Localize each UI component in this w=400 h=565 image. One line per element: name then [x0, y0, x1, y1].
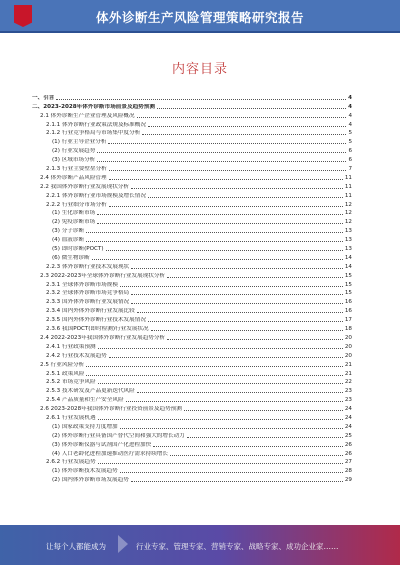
toc-entry[interactable]: [32, 101, 352, 110]
toc-entry[interactable]: [32, 252, 352, 261]
dot-leader: [98, 383, 343, 384]
toc-entry-page: 11: [344, 192, 352, 199]
dot-leader: [109, 357, 343, 358]
toc-entry[interactable]: [32, 234, 352, 243]
toc-entry[interactable]: [32, 208, 352, 217]
toc-entry-page: 5: [348, 139, 352, 146]
toc-entry[interactable]: [32, 243, 352, 252]
toc-entry-page: 17: [344, 317, 352, 324]
toc-entry-title: 2.3.3 国外体外诊断行业发展情况: [46, 299, 130, 306]
toc-entry[interactable]: [32, 172, 352, 181]
toc-entry-title: (2) 行业发展趋势: [52, 148, 96, 155]
dot-leader: [86, 241, 343, 242]
dot-leader: [106, 250, 343, 251]
toc-entry-title: (1) 生化诊断市场: [52, 210, 96, 217]
toc-entry[interactable]: [32, 225, 352, 234]
dot-leader: [131, 294, 343, 295]
dot-leader: [131, 268, 343, 269]
toc-entry-page: 7: [348, 166, 352, 173]
dot-leader: [131, 188, 343, 189]
toc-entry-page: 4: [348, 112, 352, 119]
toc-entry-page: 24: [344, 406, 352, 413]
dot-leader: [109, 170, 347, 171]
toc-entry-title: 2.3 2022-2023年全球体外诊断行业发展现状分析: [40, 272, 166, 279]
toc-entry[interactable]: [32, 439, 352, 448]
toc-entry[interactable]: [32, 181, 352, 190]
dot-leader: [120, 428, 343, 429]
dot-leader: [137, 392, 343, 393]
header-bar: [0, 0, 400, 33]
toc-entry[interactable]: [32, 323, 352, 332]
table-of-contents: [32, 92, 352, 483]
toc-entry-title: (1) 体外诊断技术发展趋势: [52, 468, 118, 475]
dot-leader: [137, 312, 343, 313]
toc-entry-page: 13: [344, 237, 352, 244]
toc-entry-title: 2.3.6 我国POCT(即时检测)行业发展状况: [46, 326, 149, 333]
toc-entry-page: 25: [344, 432, 352, 439]
toc-entry-page: 4: [348, 94, 352, 101]
arrow-right-icon: [118, 535, 128, 553]
toc-entry-title: (1) 国家政策支持力度增加: [52, 423, 118, 430]
toc-entry[interactable]: [32, 368, 352, 377]
toc-entry-title: 2.2.3 体外诊断行业技术发展现状: [46, 263, 130, 270]
toc-entry[interactable]: [32, 145, 352, 154]
toc-entry-title: 2.6.1 行业发展机遇: [46, 414, 96, 421]
toc-entry[interactable]: [32, 403, 352, 412]
toc-entry[interactable]: [32, 465, 352, 474]
toc-entry-title: (3) 区域市场分析: [52, 157, 96, 164]
toc-entry-page: 15: [344, 272, 352, 279]
dot-leader: [97, 214, 343, 215]
toc-entry[interactable]: [32, 119, 352, 128]
toc-entry-title: (6) 微生物诊断: [52, 254, 90, 261]
toc-entry[interactable]: [32, 261, 352, 270]
toc-entry-title: 2.3.1 全球体外诊断市场规模: [46, 281, 118, 288]
toc-entry-title: 2.5 行业风险分析: [40, 361, 85, 368]
toc-entry-title: 2.6 2023-2028年我国体外诊断行业投资前景及趋势预测: [40, 406, 182, 413]
toc-entry-page: 13: [344, 228, 352, 235]
toc-entry[interactable]: [32, 296, 352, 305]
toc-entry-page: 12: [344, 210, 352, 217]
dot-leader: [120, 472, 343, 473]
toc-entry-title: 2.2.2 行业细分市场分析: [46, 201, 107, 208]
dot-leader: [98, 463, 343, 464]
toc-entry-page: 15: [344, 281, 352, 288]
toc-entry-page: 12: [344, 219, 352, 226]
toc-entry[interactable]: [32, 341, 352, 350]
toc-entry[interactable]: [32, 394, 352, 403]
dot-leader: [86, 375, 342, 376]
dot-leader: [142, 134, 346, 135]
dot-leader: [86, 366, 343, 367]
toc-entry-page: 24: [344, 414, 352, 421]
toc-heading: 内容目录: [171, 62, 228, 77]
toc-entry[interactable]: [32, 359, 352, 368]
toc-entry-page: 14: [344, 254, 352, 261]
toc-entry-title: 2.5.3 技术研发及产品更新迭代风险: [46, 388, 135, 395]
toc-entry-page: 11: [344, 183, 352, 190]
toc-entry-title: (4) 人口老龄化进程加速推动医疗需求持续增长: [52, 450, 168, 457]
toc-entry-title: 2.1.1 体外诊断行业政策法规及标准概况: [46, 121, 146, 128]
dot-leader: [108, 143, 346, 144]
toc-entry-page: 15: [344, 290, 352, 297]
shield-logo-icon: [14, 5, 32, 27]
dot-leader: [148, 197, 343, 198]
toc-entry[interactable]: [32, 136, 352, 145]
toc-entry-title: 2.1.2 行业竞争格局与市场集中度分析: [46, 130, 141, 137]
dot-leader: [86, 232, 343, 233]
toc-entry-page: 5: [348, 130, 352, 137]
dot-leader: [97, 161, 346, 162]
dot-leader: [148, 321, 343, 322]
dot-leader: [153, 446, 343, 447]
dot-leader: [98, 348, 343, 349]
toc-entry[interactable]: [32, 332, 352, 341]
toc-entry-page: 6: [348, 148, 352, 155]
toc-entry-title: (2) 免疫诊断市场: [52, 219, 96, 226]
toc-entry-page: 27: [344, 459, 352, 466]
dot-leader: [131, 303, 343, 304]
toc-entry[interactable]: [32, 128, 352, 137]
dot-leader: [137, 117, 347, 118]
toc-entry-title: (2) 国内体外诊断市场发展趋势: [52, 477, 129, 484]
toc-entry-title: 2.2 我国体外诊断行业发展现状分析: [40, 183, 129, 190]
toc-entry[interactable]: [32, 216, 352, 225]
toc-entry-title: (1) 行业主导企业分析: [52, 139, 107, 146]
toc-entry-title: 2.4 体外诊断产品风险管理: [40, 174, 107, 181]
toc-entry-title: 2.4.2 行业技术发展趋势: [46, 352, 107, 359]
toc-entry-title: 2.6.2 行业发展趋势: [46, 459, 96, 466]
toc-entry-page: 20: [344, 352, 352, 359]
dot-leader: [56, 99, 346, 100]
dot-leader: [126, 401, 343, 402]
toc-entry[interactable]: [32, 314, 352, 323]
dot-leader: [98, 419, 343, 420]
toc-entry[interactable]: [32, 430, 352, 439]
toc-entry-page: 16: [344, 299, 352, 306]
toc-entry-title: 2.4.1 行业政策预测: [46, 343, 96, 350]
report-title: 体外诊断生产风险管理策略研究报告: [95, 9, 304, 25]
toc-entry-page: 18: [344, 326, 352, 333]
dot-leader: [109, 206, 343, 207]
toc-entry-title: (2) 体外诊断行业具备国产替代空间和强大的增长动力: [52, 432, 185, 439]
toc-entry[interactable]: [32, 305, 352, 314]
dot-leader: [167, 277, 343, 278]
toc-entry[interactable]: [32, 385, 352, 394]
dot-leader: [131, 481, 343, 482]
toc-entry-page: 26: [344, 450, 352, 457]
dot-leader: [120, 286, 343, 287]
toc-entry-page: 21: [344, 370, 352, 377]
toc-entry-title: 2.3.4 国内外体外诊断行业发展比较: [46, 308, 135, 315]
toc-entry-page: 14: [344, 263, 352, 270]
toc-entry-title: 2.5.4 产品质量和生产安全风险: [46, 397, 124, 404]
dot-leader: [92, 259, 343, 260]
toc-entry-page: 20: [344, 343, 352, 350]
toc-entry-page: 4: [348, 121, 352, 128]
toc-entry-page: 20: [344, 334, 352, 341]
dot-leader: [109, 179, 343, 180]
toc-entry-page: 6: [348, 157, 352, 164]
dot-leader: [184, 410, 343, 411]
toc-entry[interactable]: [32, 448, 352, 457]
toc-entry-page: 12: [344, 201, 352, 208]
dot-leader: [148, 126, 347, 127]
toc-entry[interactable]: [32, 474, 352, 483]
toc-entry[interactable]: [32, 412, 352, 421]
footer-left-text: 让每个人都能成为: [46, 542, 106, 551]
toc-entry-title: 二、2023-2028年体外诊断市场前景及趋势预测: [32, 103, 155, 110]
toc-entry-page: 23: [344, 397, 352, 404]
toc-entry-page: 28: [344, 468, 352, 475]
toc-entry-title: 2.1.3 行业主要壁垒分析: [46, 166, 107, 173]
toc-entry-title: 2.2.1 体外诊断行业市场规模及增长情况: [46, 192, 146, 199]
toc-entry-title: 2.5.1 政策风险: [46, 370, 85, 377]
dot-leader: [97, 152, 346, 153]
dot-leader: [157, 108, 346, 109]
toc-entry[interactable]: [32, 154, 352, 163]
toc-entry[interactable]: [32, 163, 352, 172]
toc-entry[interactable]: [32, 92, 352, 101]
toc-entry-title: 一、引言: [32, 94, 55, 101]
dot-leader: [167, 339, 343, 340]
toc-entry[interactable]: [32, 270, 352, 279]
toc-entry[interactable]: [32, 377, 352, 386]
toc-entry-page: 24: [344, 423, 352, 430]
toc-entry-title: (5) 即时诊断(POCT): [52, 246, 104, 253]
toc-entry-page: 29: [344, 477, 352, 484]
toc-entry-page: 13: [344, 246, 352, 253]
toc-entry[interactable]: [32, 110, 352, 119]
toc-entry-page: 11: [344, 174, 352, 181]
dot-leader: [97, 223, 343, 224]
toc-entry-page: 4: [348, 103, 352, 110]
toc-entry-title: (3) 体外诊断仪器与试剂国产化进程加快: [52, 441, 152, 448]
toc-entry[interactable]: [32, 421, 352, 430]
toc-entry-title: 2.3.2 全球体外诊断市场竞争格局: [46, 290, 130, 297]
toc-entry-page: 22: [344, 379, 352, 386]
toc-entry-page: 23: [344, 388, 352, 395]
dot-leader: [187, 437, 343, 438]
toc-entry[interactable]: [32, 457, 352, 466]
toc-entry[interactable]: [32, 288, 352, 297]
header-divider: [0, 31, 400, 33]
toc-entry[interactable]: [32, 350, 352, 359]
toc-entry-page: 26: [344, 441, 352, 448]
footer-right-text: 行业专家、管理专家、营销专家、战略专家、成功企业家……: [136, 542, 339, 551]
toc-entry-title: 2.1 体外诊断生产企业管理及风险概况: [40, 112, 135, 119]
toc-entry-title: (3) 分子诊断: [52, 228, 85, 235]
toc-entry[interactable]: [32, 279, 352, 288]
toc-entry[interactable]: [32, 190, 352, 199]
toc-entry-title: 2.3.5 国内外体外诊断行业技术发展情况: [46, 317, 146, 324]
dot-leader: [170, 455, 343, 456]
toc-entry-title: 2.4 2022-2023年我国体外诊断行业发展趋势分析: [40, 334, 166, 341]
toc-entry-title: (4) 血液诊断: [52, 237, 85, 244]
toc-entry-title: 2.5.2 市场竞争风险: [46, 379, 96, 386]
dot-leader: [151, 330, 343, 331]
footer-band: [0, 525, 400, 565]
toc-entry-page: 21: [344, 361, 352, 368]
toc-entry-page: 16: [344, 308, 352, 315]
toc-entry[interactable]: [32, 199, 352, 208]
